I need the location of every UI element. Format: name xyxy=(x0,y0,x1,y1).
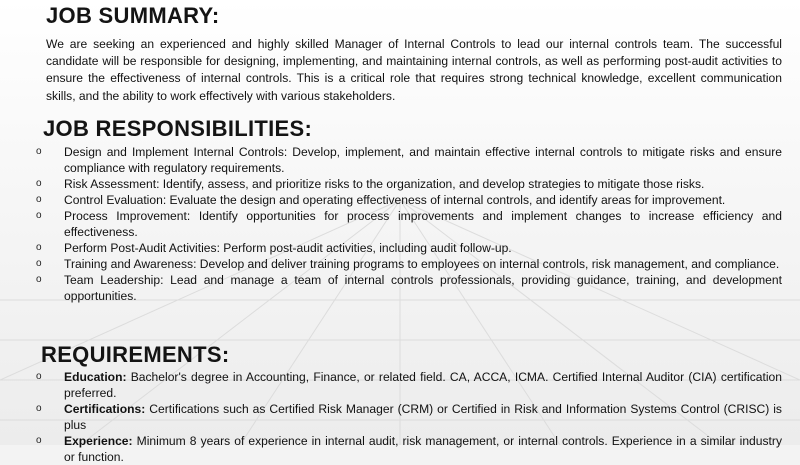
job-summary-text: We are seeking an experienced and highly skilled Manager of Internal Controls to lead our internal controls team. The successful candidate will be responsible for designing, implementing, and maintaining internal controls, as well as performing post-audit activities to ensure the effectiveness of internal controls. This is a critical role that requires strong technical knowledge, excellent communication skills, and the ability to work effectively with various stakeholders. xyxy=(46,37,782,103)
bullet-icon: o xyxy=(36,403,42,414)
list-item: o Experience: Minimum 8 years of experience in internal audit, risk management, or internal controls. Experience in a similar industry or function. xyxy=(36,434,782,464)
list-item: o Design and Implement Internal Controls: Develop, implement, and maintain effective internal controls to mitigate risks and ensure compliance with regulatory requirements. xyxy=(36,145,782,175)
bullet-icon: o xyxy=(36,371,42,382)
bullet-icon: o xyxy=(36,194,42,205)
responsibilities-list xyxy=(36,144,782,304)
list-item: o Risk Assessment: Identify, assess, and prioritize risks to the organization, and develop strategies to mitigate those risks. xyxy=(36,177,705,191)
bullet-icon: o xyxy=(36,258,42,269)
job-summary-heading: JOB SUMMARY: xyxy=(46,3,220,28)
requirements-list xyxy=(36,369,782,465)
list-item: o Education: Bachelor's degree in Accounting, Finance, or related field. CA, ACCA, ICMA. Certified Internal Auditor (CIA) certification preferred. xyxy=(36,370,782,400)
list-item: o Perform Post-Audit Activities: Perform post-audit activities, including audit follow-up. xyxy=(36,241,512,255)
requirement-label: Education: xyxy=(64,370,127,384)
bullet-icon: o xyxy=(36,242,42,253)
bullet-icon: o xyxy=(36,146,42,157)
list-item: o Certifications: Certifications such as Certified Risk Manager (CRM) or Certified in Risk and Information Systems Control (CRISC) is plus xyxy=(36,402,782,432)
list-item: o Control Evaluation: Evaluate the design and operating effectiveness of internal controls, and identify areas for improvement. xyxy=(36,193,726,207)
requirement-label: Experience: xyxy=(64,434,133,448)
requirements-heading: REQUIREMENTS: xyxy=(41,342,230,367)
bullet-icon: o xyxy=(36,274,42,285)
bullet-icon: o xyxy=(36,178,42,189)
list-item: o Process Improvement: Identify opportunities for process improvements and implement changes to increase efficiency and effectiveness. xyxy=(36,209,782,239)
bullet-icon: o xyxy=(36,210,42,221)
list-item: o Training and Awareness: Develop and deliver training programs to employees on internal controls, risk management, and compliance. xyxy=(36,257,780,271)
bullet-icon: o xyxy=(36,435,42,446)
requirement-label: Certifications: xyxy=(64,402,146,416)
list-item: o Team Leadership: Lead and manage a team of internal controls professionals, providing guidance, training, and development opportunities. xyxy=(36,273,782,303)
job-responsibilities-heading: JOB RESPONSIBILITIES: xyxy=(43,116,313,141)
